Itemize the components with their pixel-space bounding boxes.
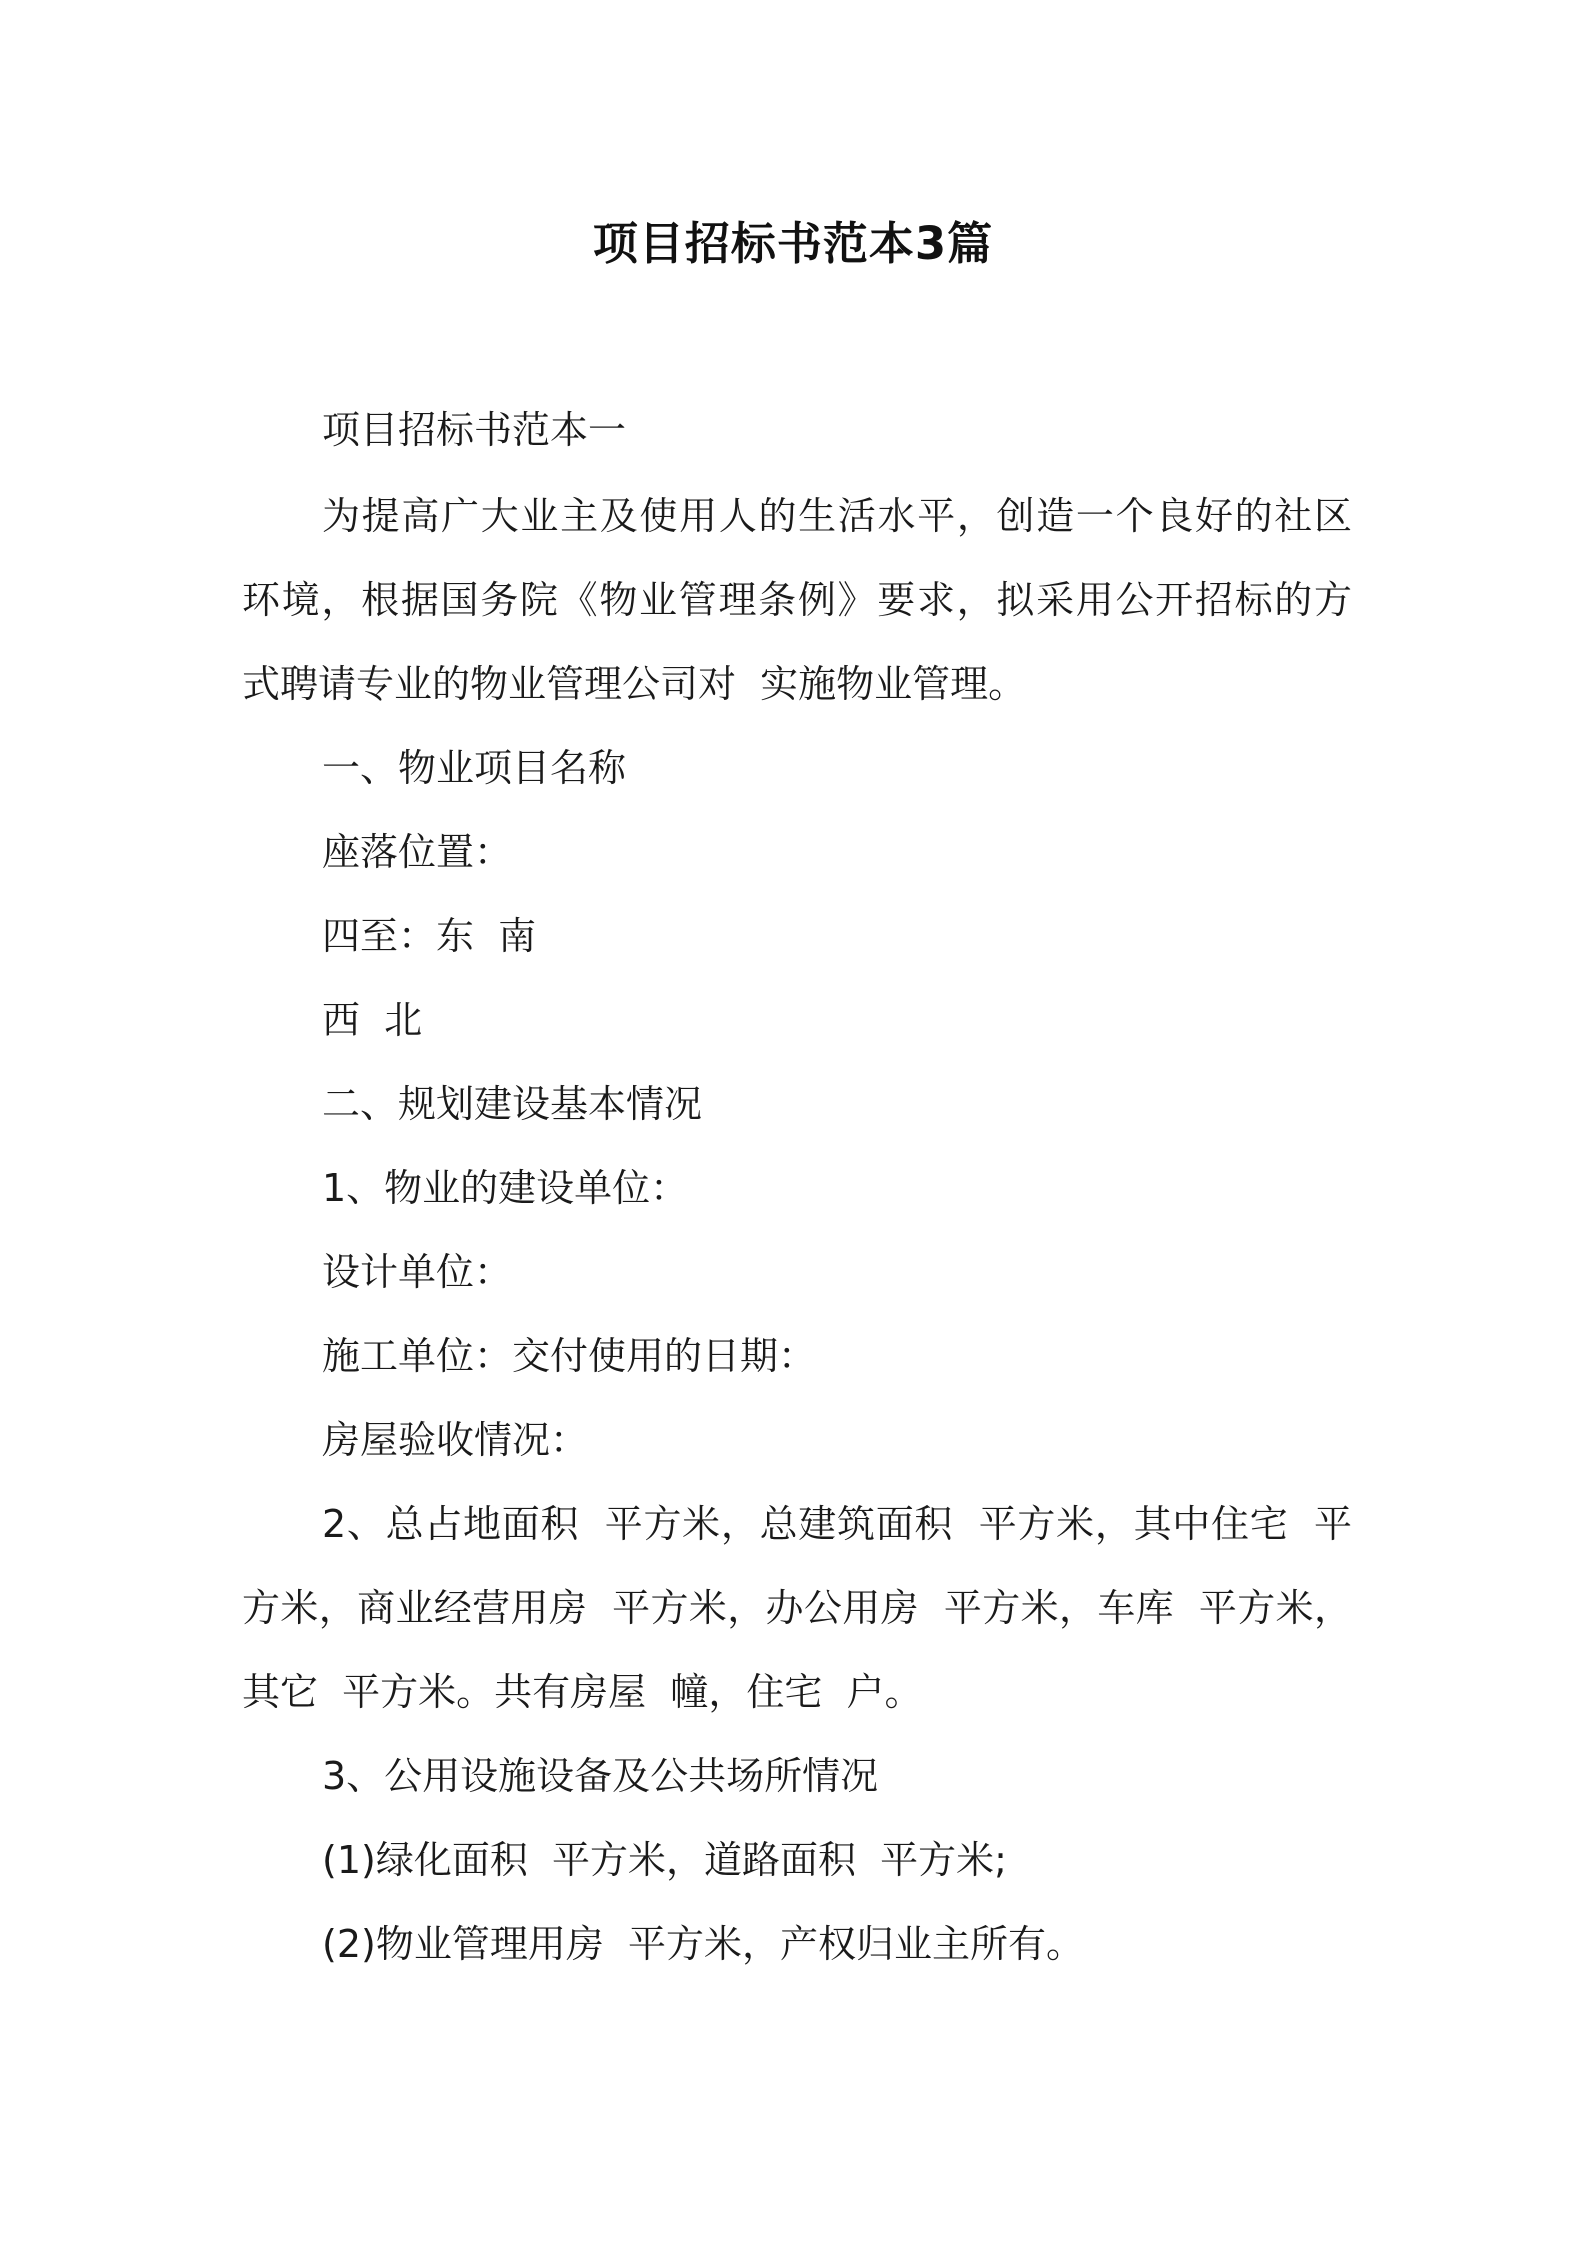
paragraph-line: (2)物业管理用房 平方米，产权归业主所有。 xyxy=(322,1922,1084,1966)
section-heading: 3、公用设施设备及公共场所情况 xyxy=(322,1754,879,1798)
paragraph-line: 2、总占地面积 平方米，总建筑面积 平方米，其中住宅 平 xyxy=(322,1502,1352,1546)
document-title: 项目招标书范本3篇 xyxy=(592,217,994,270)
paragraph-line: 西 北 xyxy=(322,998,423,1042)
paragraph-line: 为提高广大业主及使用人的生活水平，创造一个良好的社区 xyxy=(322,494,1352,538)
paragraph-line: 1、物业的建设单位： xyxy=(322,1166,689,1210)
section-heading: 二、规划建设基本情况 xyxy=(322,1082,703,1126)
paragraph-line: 房屋验收情况： xyxy=(322,1418,589,1462)
paragraph-line: 其它 平方米。共有房屋 幢，住宅 户。 xyxy=(242,1670,923,1714)
paragraph-line: 座落位置： xyxy=(322,830,513,874)
section-heading: 一、物业项目名称 xyxy=(322,746,627,790)
paragraph-line: 方米，商业经营用房 平方米，办公用房 平方米，车库 平方米， xyxy=(242,1586,1352,1630)
paragraph-line: 设计单位： xyxy=(322,1250,513,1294)
paragraph-line: (1)绿化面积 平方米，道路面积 平方米; xyxy=(322,1838,1007,1882)
paragraph-line: 四至：东 南 xyxy=(322,914,537,958)
paragraph-line: 施工单位：交付使用的日期： xyxy=(322,1334,817,1378)
paragraph-line: 环境，根据国务院《物业管理条例》要求，拟采用公开招标的方 xyxy=(242,578,1352,622)
section-heading: 项目招标书范本一 xyxy=(322,408,627,452)
paragraph-line: 式聘请专业的物业管理公司对 实施物业管理。 xyxy=(242,662,1027,706)
